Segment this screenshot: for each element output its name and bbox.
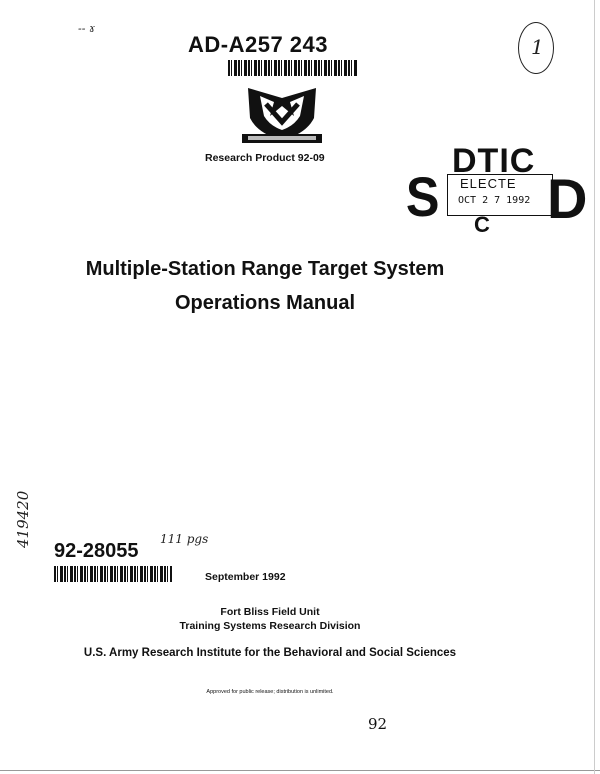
footer-stamp: 92 [368,715,388,733]
handwritten-mark-top-left: -- ɤ [78,22,96,35]
scan-edge-right [594,0,595,774]
accession-barcode [54,566,172,582]
dtic-elected-label: ELECTE [460,176,517,191]
dtic-date: OCT 2 7 1992 [458,195,531,206]
document-title-line2: Operations Manual [174,292,356,314]
dtic-letter-d: D [547,167,588,230]
scan-edge-bottom [0,770,600,771]
handwritten-page-count: 111 pgs [160,532,209,546]
ad-number: AD-A257 243 [188,32,329,57]
dtic-title: DTIC [452,142,536,180]
army-emblem [236,82,328,146]
circled-mark-digit: 1 [531,35,544,59]
dtic-letter-c: C [474,212,490,237]
dtic-letter-s: S [405,165,440,228]
handwritten-side-number: 419420 [14,490,32,548]
dtic-elected-box [447,174,553,216]
research-division: Training Systems Research Division [179,620,361,632]
ad-barcode [228,60,358,76]
document-title-line1: Multiple-Station Range Target System [85,258,445,280]
research-product-number: Research Product 92-09 [205,152,325,164]
circled-mark [518,22,554,74]
field-unit: Fort Bliss Field Unit [220,606,320,618]
publication-date: September 1992 [205,571,286,583]
release-statement: Approved for public release; distribution is unlimited. [206,689,334,695]
research-institute: U.S. Army Research Institute for the Behavioral and Social Sciences [83,647,457,659]
accession-number: 92-28055 [54,540,139,562]
